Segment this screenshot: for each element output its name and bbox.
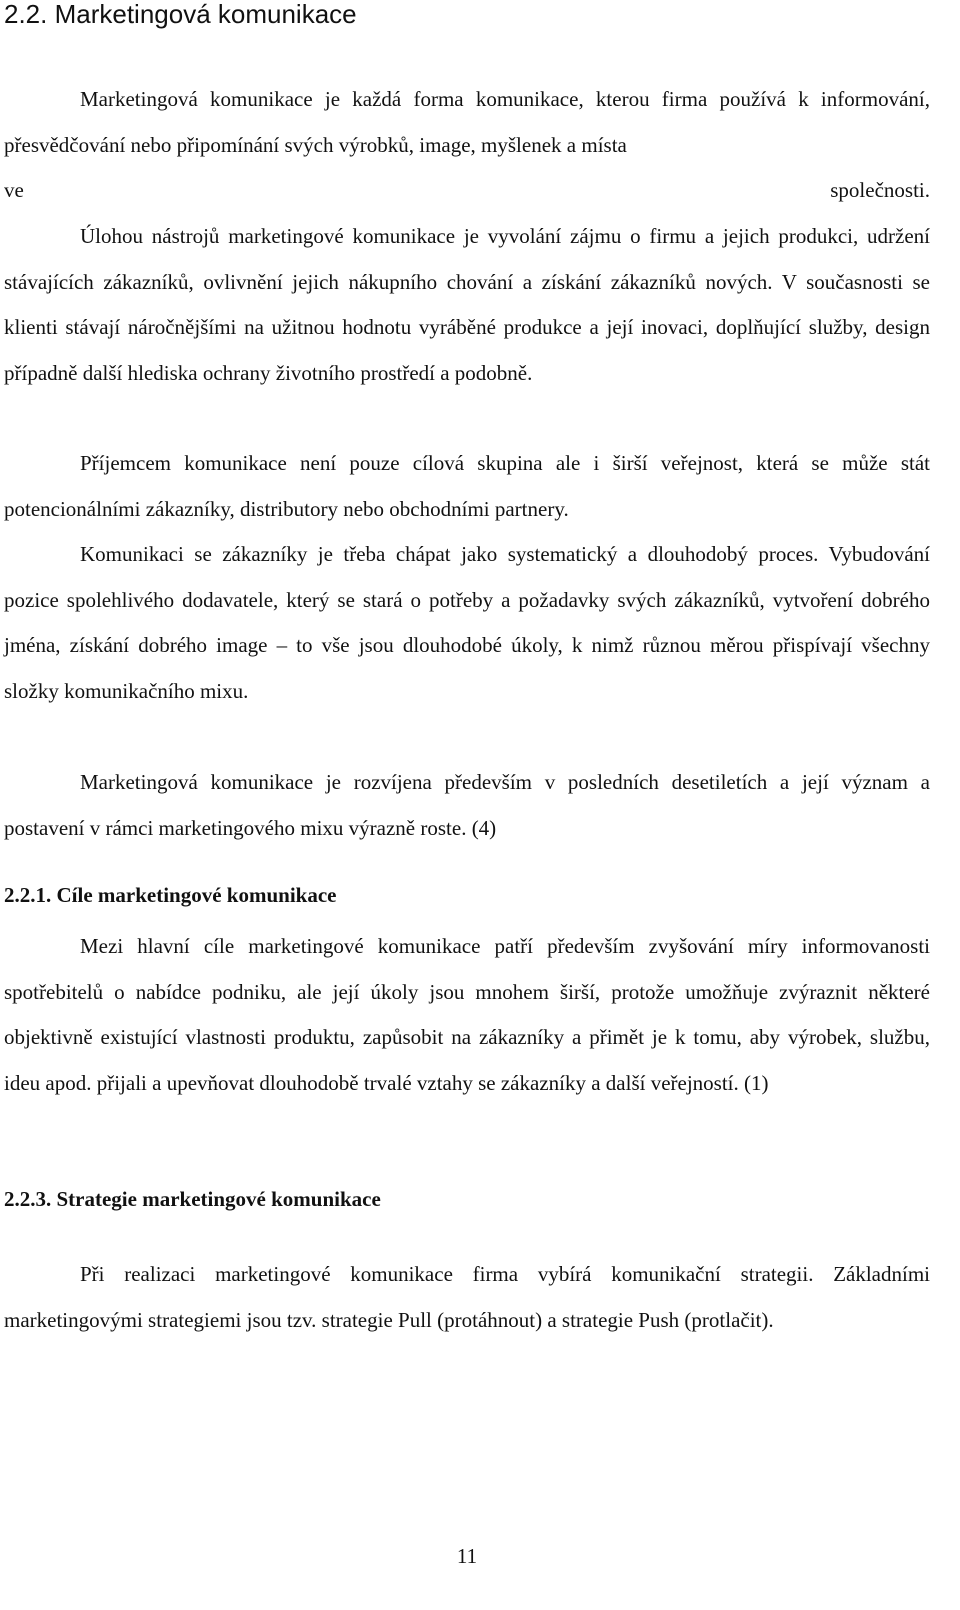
subsection-title-goals: 2.2.1. Cíle marketingové komunikace: [4, 883, 337, 907]
document-page: [4, 0, 930, 1610]
word-spolecnosti: společnosti.: [830, 178, 930, 202]
paragraph-development: Marketingová komunikace je rozvíjena především v posledních desetiletích a její význam a postavení v rámci marketingového mixu výrazně roste. (4): [4, 770, 930, 840]
word-ve: ve: [4, 178, 24, 202]
paragraph-goals: Mezi hlavní cíle marketingové komunikace patří především zvyšování míry informovanosti spotřebitelů o nabídce podniku, ale její úkoly jsou mnohem širší, protože umožňuje zvýraznit některé objektivně existující vlastnosti produktu, zapůsobit na zákazníky a přimět je k tomu, aby výrobek, službu, ideu apod. přijali a upevňovat dlouhodobě trvalé vztahy se zákazníky a další veřejností. (1): [4, 934, 930, 1095]
page-number: 11: [456, 1544, 478, 1568]
paragraph-tools: Úlohou nástrojů marketingové komunikace je vyvolání zájmu o firmu a jejich produkci, udržení stávajících zákazníků, ovlivnění jejich nákupního chování a získání zákazníků nových. V současnosti se klienti stávají náročnějšími na užitnou hodnotu vyráběné produkce a její inovaci, doplňující služby, design případně další hlediska ochrany životního prostředí a podobně.: [4, 224, 930, 385]
paragraph-definition-last-line: [4, 168, 930, 214]
section-title: 2.2. Marketingová komunikace: [4, 0, 357, 29]
paragraph-long-term: Komunikaci se zákazníky je třeba chápat jako systematický a dlouhodobý proces. Vybudování pozice spolehlivého dodavatele, který se stará o potřeby a požadavky svých zákazníků, vytvoření dobrého jména, získání dobrého image – to vše jsou dlouhodobé úkoly, k nimž různou měrou přispívají všechny složky komunikačního mixu.: [4, 542, 930, 703]
paragraph-strategy: Při realizaci marketingové komunikace firma vybírá komunikační strategii. Základními marketingovými strategiemi jsou tzv. strategie Pull (protáhnout) a strategie Push (protlačit).: [4, 1262, 930, 1332]
paragraph-definition: Marketingová komunikace je každá forma komunikace, kterou firma používá k informování, přesvědčování nebo připomínání svých výrobků, image, myšlenek a místa: [4, 87, 930, 157]
paragraph-recipients: Příjemcem komunikace není pouze cílová skupina ale i širší veřejnost, která se může stát potencionálními zákazníky, distributory nebo obchodními partnery.: [4, 451, 930, 521]
subsection-title-strategy: 2.2.3. Strategie marketingové komunikace: [4, 1187, 381, 1211]
